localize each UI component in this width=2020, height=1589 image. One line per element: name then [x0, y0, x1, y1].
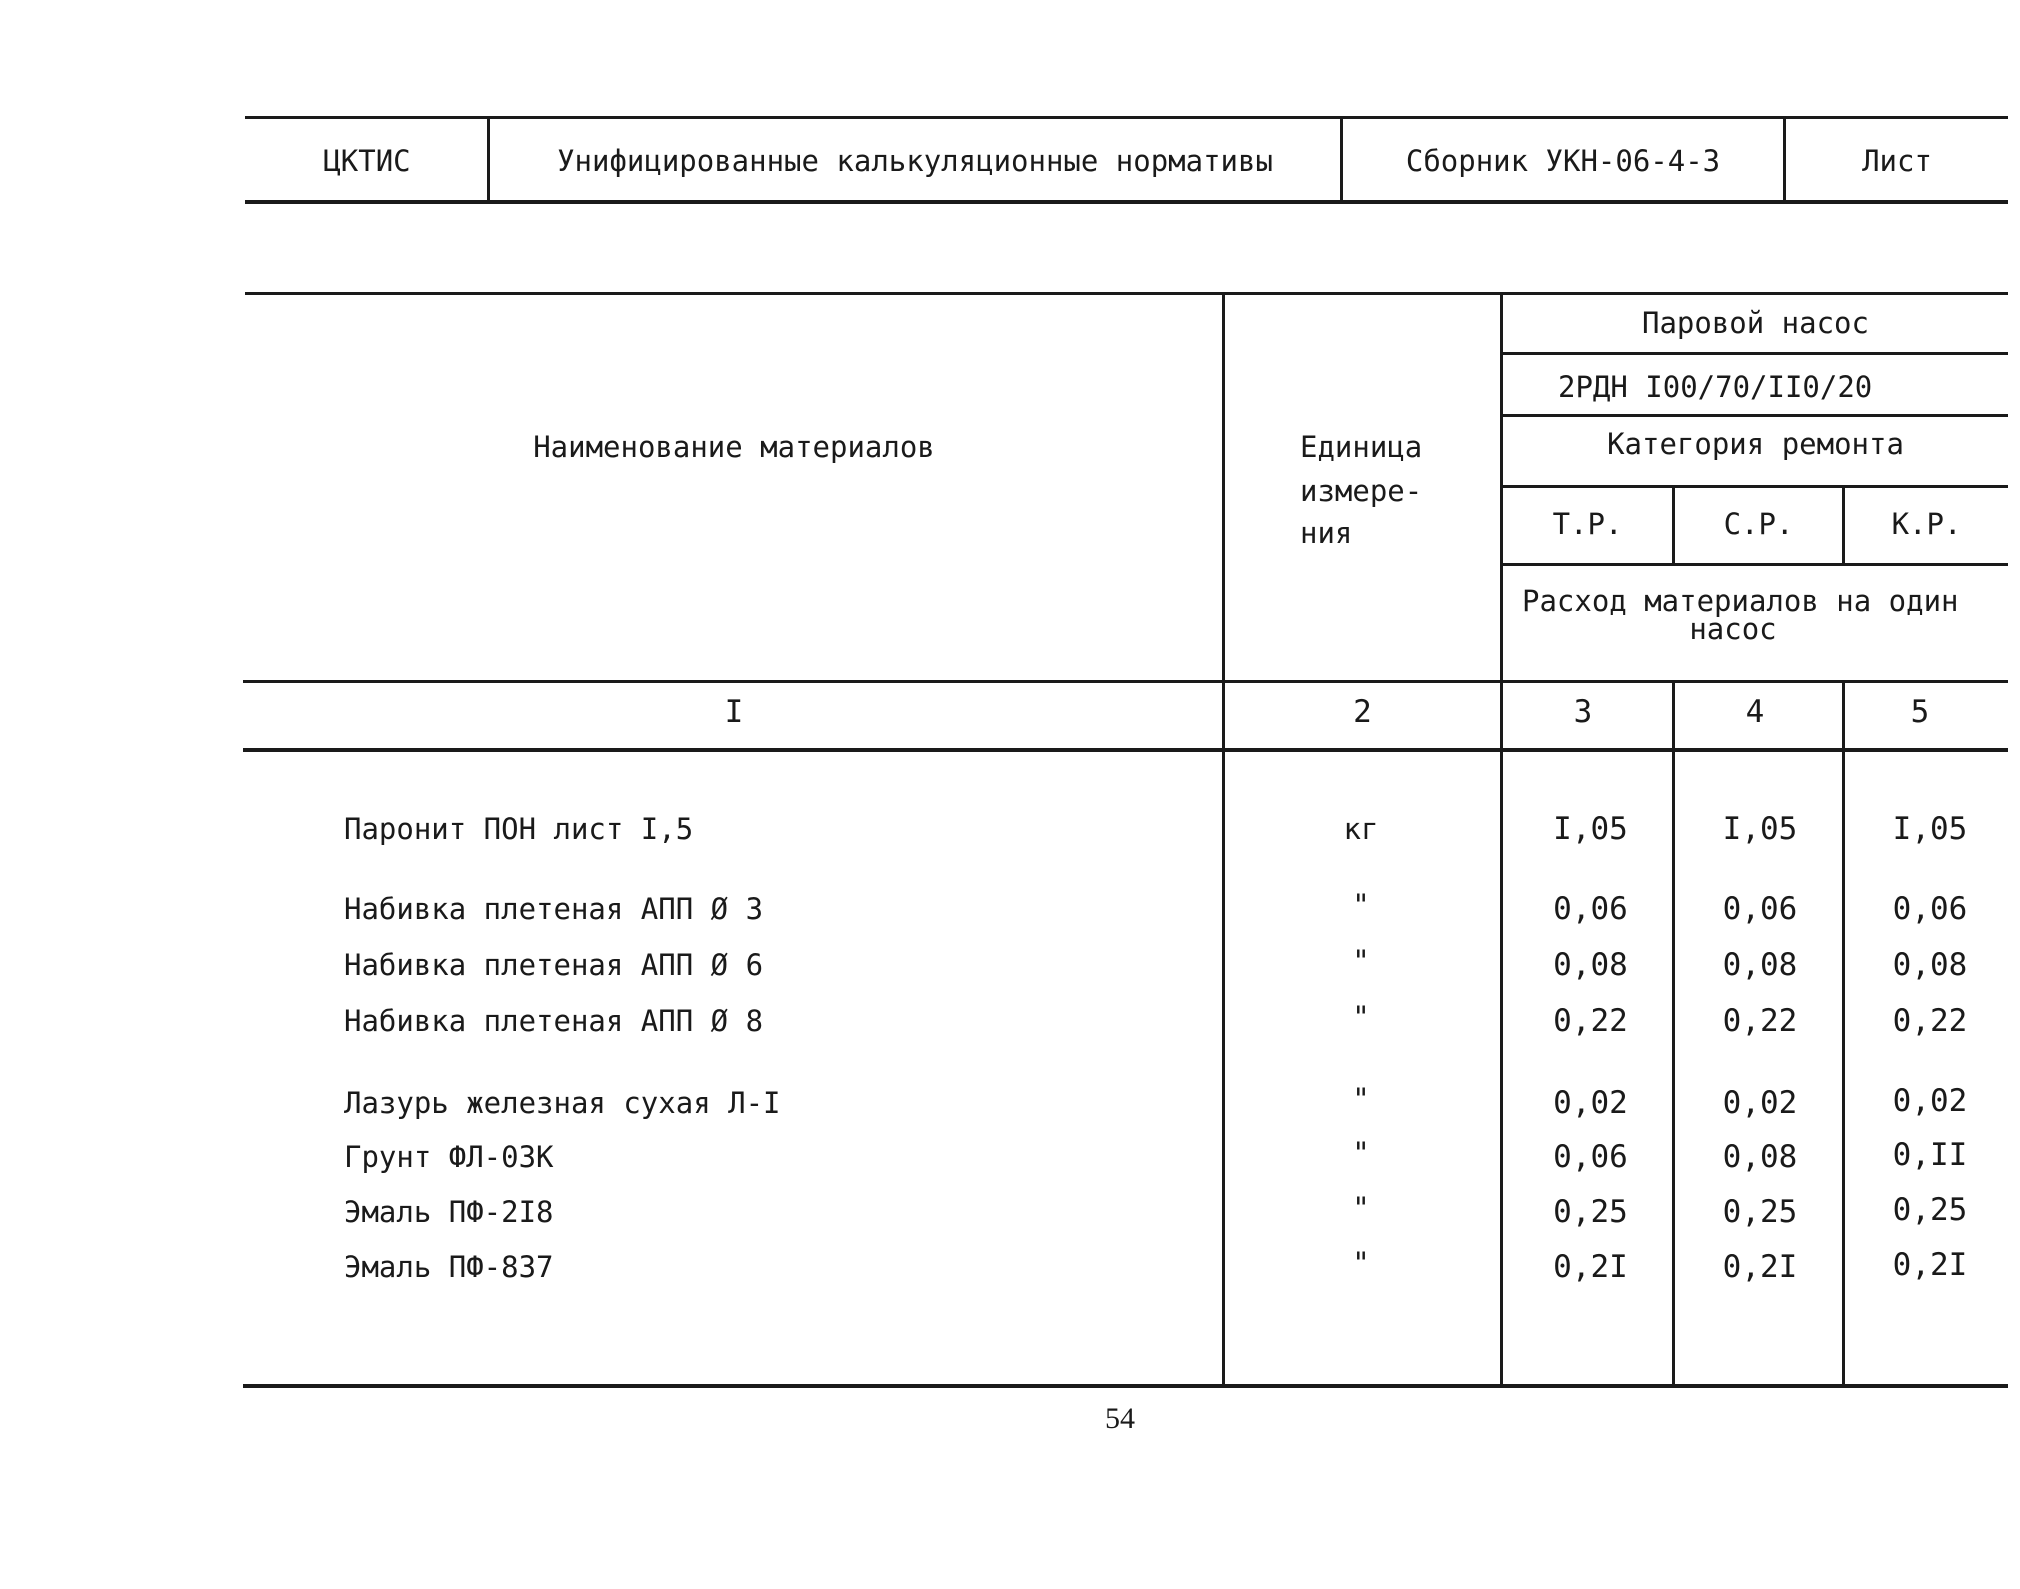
row-value-tr: 0,22 — [1553, 1003, 1628, 1039]
repair-type-tr: Т.Р. — [1552, 507, 1623, 541]
row-material-name: Эмаль ПФ-2I8 — [344, 1195, 554, 1229]
row-unit: " — [1352, 944, 1370, 978]
col-number-1: I — [724, 694, 744, 730]
consumption-label-line1: Расход материалов на один — [1522, 584, 1959, 618]
row-value-kr: 0,06 — [1892, 891, 1968, 927]
col-number-5: 5 — [1910, 694, 1930, 730]
header-org: ЦКТИС — [323, 144, 411, 178]
row-value-sr: 0,08 — [1722, 947, 1798, 983]
row-value-kr: 0,25 — [1892, 1192, 1968, 1228]
header-top-rule — [245, 116, 2008, 119]
row-unit: " — [1352, 1191, 1370, 1225]
group-title-rule — [1502, 352, 2008, 355]
row-value-kr: 0,II — [1892, 1137, 1968, 1173]
row-value-sr: 0,25 — [1722, 1194, 1798, 1230]
row-material-name: Паронит ПОН лист I,5 — [344, 812, 694, 846]
row-value-tr: 0,06 — [1553, 891, 1628, 927]
col-numbers-bottom-rule — [243, 748, 2008, 752]
row-value-kr: 0,02 — [1892, 1083, 1968, 1119]
page-number: 54 — [1105, 1402, 1135, 1435]
header-collection: Сборник УКН-06-4-3 — [1405, 144, 1721, 178]
row-material-name: Грунт ФЛ-03К — [344, 1140, 554, 1174]
col-number-2: 2 — [1353, 694, 1372, 730]
row-value-sr: 0,06 — [1722, 891, 1798, 927]
repair-type-kr: К.Р. — [1891, 507, 1962, 541]
row-value-kr: I,05 — [1892, 811, 1968, 847]
pump-model: 2РДН I00/70/II0/20 — [1558, 370, 1873, 404]
table-top-rule — [245, 292, 2008, 295]
category-rule — [1502, 485, 2008, 488]
group-title: Паровой насос — [1642, 306, 1869, 340]
row-value-kr: 0,22 — [1892, 1003, 1968, 1039]
row-unit: " — [1352, 888, 1370, 922]
col-header-unit-line3: ния — [1300, 516, 1353, 550]
row-unit: " — [1352, 1082, 1370, 1116]
header-bottom-rule — [245, 200, 2008, 204]
row-unit: " — [1352, 1000, 1370, 1034]
repair-types-rule — [1502, 563, 2008, 566]
table-header-bottom-rule — [243, 680, 2008, 683]
row-value-tr: 0,06 — [1553, 1139, 1628, 1175]
row-value-kr: 0,08 — [1892, 947, 1968, 983]
header-title: Унифицированные калькуляционные нормативы — [557, 144, 1273, 178]
row-material-name: Набивка плетеная АПП Ø 3 — [344, 892, 764, 926]
col-header-unit-line2: измере- — [1300, 474, 1423, 508]
col-number-3: 3 — [1573, 694, 1593, 730]
row-material-name: Эмаль ПФ-837 — [344, 1250, 554, 1284]
table-bottom-rule — [243, 1384, 2008, 1388]
row-value-sr: 0,08 — [1722, 1139, 1798, 1175]
consumption-label-line2: насос — [1689, 612, 1777, 646]
repair-type-sr: С.Р. — [1723, 507, 1794, 541]
row-unit: " — [1352, 1136, 1370, 1170]
row-value-tr: 0,25 — [1553, 1194, 1628, 1230]
row-material-name: Набивка плетеная АПП Ø 8 — [344, 1004, 764, 1038]
row-material-name: Лазурь железная сухая Л-I — [344, 1086, 781, 1120]
model-rule — [1502, 414, 2008, 417]
col-number-4: 4 — [1745, 694, 1765, 730]
row-value-sr: I,05 — [1722, 811, 1798, 847]
col-header-unit-line1: Единица — [1300, 430, 1423, 464]
row-value-sr: 0,2I — [1722, 1249, 1798, 1285]
row-value-tr: 0,02 — [1553, 1085, 1628, 1121]
row-unit: " — [1352, 1246, 1370, 1280]
row-unit: кг — [1343, 812, 1379, 846]
repair-category: Категория ремонта — [1607, 427, 1904, 461]
row-value-tr: I,05 — [1553, 811, 1628, 847]
row-material-name: Набивка плетеная АПП Ø 6 — [344, 948, 764, 982]
row-value-sr: 0,02 — [1722, 1085, 1798, 1121]
header-sheet: Лист — [1862, 144, 1932, 178]
row-value-tr: 0,08 — [1553, 947, 1628, 983]
row-value-kr: 0,2I — [1892, 1247, 1968, 1283]
row-value-tr: 0,2I — [1553, 1249, 1628, 1285]
row-value-sr: 0,22 — [1722, 1003, 1798, 1039]
col-header-name: Наименование материалов — [533, 430, 935, 464]
